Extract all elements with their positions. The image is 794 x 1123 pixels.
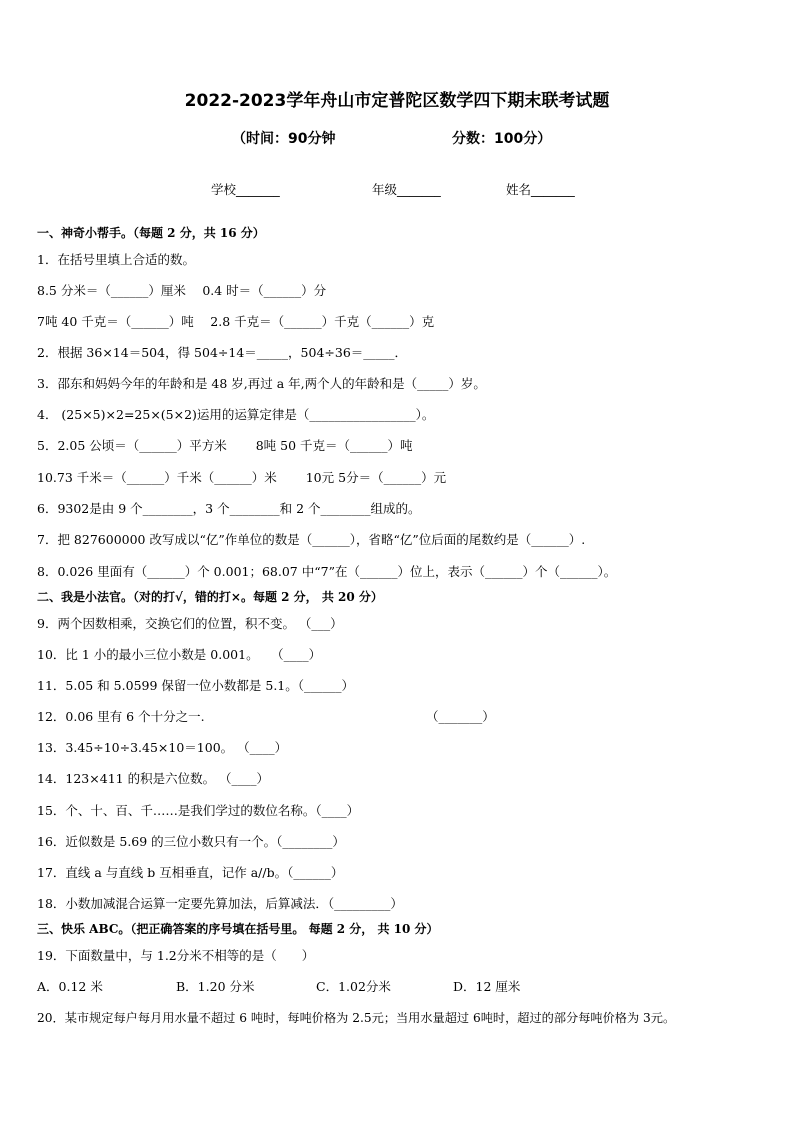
- question-15: 15．个、十、百、千……是我们学过的数位名称。（____）: [37, 803, 360, 818]
- exam-subtitle: [232, 128, 552, 148]
- section-3-heading: 三、快乐 ABC。（把正确答案的序号填在括号里。 每题 2 分， 共 10 分）: [37, 922, 439, 936]
- question-6: 6．9302是由 9 个________，3 个________和 2 个________组成的。: [37, 501, 421, 516]
- exam-title: 2022-2023学年舟山市定普陀区数学四下期末联考试题: [184, 91, 610, 111]
- option-b[interactable]: B．1.20 分米: [176, 979, 255, 994]
- question-11: 11．5.05 和 5.0599 保留一位小数都是 5.1。（______）: [37, 678, 354, 693]
- question-17: 17．直线 a 与直线 b 互相垂直，记作 a//b。（______）: [37, 865, 344, 880]
- exam-score: 分数：100分）: [452, 131, 552, 147]
- question-2: 2．根据 36×14＝504，得 504÷14＝_____，504÷36＝_____．: [37, 345, 408, 360]
- question-8: 8．0.026 里面有（______）个 0.001；68.07 中“7”在（______）位上，表示（______）个（______）。: [37, 564, 617, 579]
- question-14: 14．123×411 的积是六位数。 （____）: [37, 771, 270, 786]
- question-12-answer[interactable]: （_______）: [426, 709, 495, 724]
- question-5b: 10.73 千米＝（______）千米（______）米 10元 5分＝（______）元: [37, 470, 447, 485]
- option-a[interactable]: A．0.12 米: [37, 979, 103, 994]
- question-18: 18．小数加减混合运算一定要先算加法，后算减法．（_________）: [37, 896, 403, 911]
- grade-field[interactable]: 年级_______: [372, 182, 441, 197]
- option-c[interactable]: C．1.02分米: [316, 979, 391, 994]
- question-12: 12．0.06 里有 6 个十分之一.: [37, 709, 205, 724]
- school-field[interactable]: 学校_______: [211, 182, 280, 197]
- question-1a: 8.5 分米＝（______）厘米 0.4 时＝（______）分: [37, 283, 327, 298]
- question-1b: 7吨 40 千克＝（______）吨 2.8 千克＝（______）千克（______）克: [37, 314, 435, 329]
- question-9: 9．两个因数相乘，交换它们的位置，积不变。 （___）: [37, 616, 343, 631]
- question-7: 7．把 827600000 改写成以“亿”作单位的数是（______），省略“亿”位后面的尾数约是（______）.: [37, 532, 586, 547]
- section-1-heading: 一、神奇小帮手。（每题 2 分，共 16 分）: [37, 226, 265, 240]
- option-d[interactable]: D．12 厘米: [453, 979, 521, 994]
- question-19: 19．下面数量中，与 1.2分米不相等的是（ ）: [37, 948, 315, 963]
- question-20: 20．某市规定每户每月用水量不超过 6 吨时，每吨价格为 2.5元；当用水量超过 6吨时，超过的部分每吨价格为 3元。: [37, 1011, 676, 1025]
- question-13: 13．3.45÷10÷3.45×10＝100。 （____）: [37, 740, 288, 755]
- section-2-heading: 二、我是小法官。（对的打√，错的打×。每题 2 分， 共 20 分）: [37, 590, 383, 604]
- exam-time: （时间：90分钟: [232, 131, 336, 147]
- question-4: 4． (25×5)×2=25×(5×2)运用的运算定律是（_________________）。: [37, 407, 435, 422]
- question-1: 1．在括号里填上合适的数。: [37, 252, 195, 267]
- question-10: 10．比 1 小的最小三位小数是 0.001。 （____）: [37, 647, 322, 662]
- name-field[interactable]: 姓名_______: [506, 182, 575, 197]
- question-3: 3．邵东和妈妈今年的年龄和是 48 岁,再过 a 年,两个人的年龄和是（_____）岁。: [37, 376, 486, 391]
- question-16: 16．近似数是 5.69 的三位小数只有一个。（________）: [37, 834, 345, 849]
- question-5: 5．2.05 公顷＝（______）平方米 8吨 50 千克＝（______）吨: [37, 438, 413, 453]
